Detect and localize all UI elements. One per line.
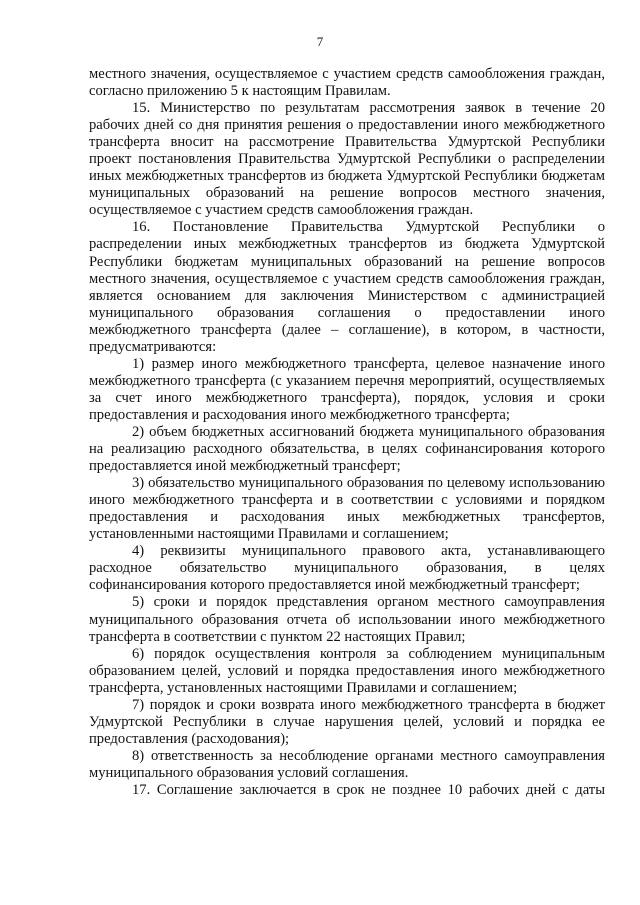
list-item-6: 6) порядок осуществления контроля за соблюдением муниципальным образованием целей, условий и порядка предоставления иного межбюджетного трансферта, установленных настоящими Правилами и соглашением; <box>89 645 605 696</box>
list-item-3: 3) обязательство муниципального образования по целевому использованию иного межбюджетного трансферта и в соответствии с условиями и порядком предоставления и расходования иных межбюджетных трансфертов, установленными настоящими Правилами и соглашением; <box>89 475 605 543</box>
page-number: 7 <box>316 34 324 49</box>
paragraph-16: 16. Постановление Правительства Удмуртской Республики о распределении иных межбюджетных трансфертов из бюджета Удмуртской Республики бюджетам муниципальных образований на решение вопросов местного значения, осуществляемое с участием средств самообложения граждан, является основанием для заключения Министерством с администрацией муниципального образования соглашения о предоставлении иного межбюджетного трансферта (далее – соглашение), в котором, в частности, предусматриваются: <box>89 219 605 355</box>
list-item-2: 2) объем бюджетных ассигнований бюджета муниципального образования на реализацию расходного обязательства, в целях софинансирования которого предоставляется иной межбюджетный трансферт; <box>89 423 605 475</box>
document-body <box>89 66 605 799</box>
list-item-1: 1) размер иного межбюджетного трансферта, целевое назначение иного межбюджетного трансферта (с указанием перечня мероприятий, осуществляемых за счет иного межбюджетного трансферта), порядок, условия и сроки предоставления и расходования иного межбюджетного трансферта; <box>89 355 605 423</box>
paragraph-17: 17. Соглашение заключается в срок не позднее 10 рабочих дней с даты <box>132 781 605 798</box>
list-item-8: 8) ответственность за несоблюдение органами местного самоуправления муниципального образования условий соглашения. <box>89 747 605 781</box>
paragraph-continuation: местного значения, осуществляемое с участием средств самообложения граждан, согласно приложению 5 к настоящим Правилам. <box>89 66 605 100</box>
paragraph-15: 15. Министерство по результатам рассмотрения заявок в течение 20 рабочих дней со дня принятия решения о предоставлении иного межбюджетного трансферта вносит на рассмотрение Правительства Удмуртской Республики проект постановления Правительства Удмуртской Республики о распределении иных межбюджетных трансфертов из бюджета Удмуртской Республики бюджетам муниципальных образований на решение вопросов местного значения, осуществляемое с участием средств самообложения граждан. <box>89 100 605 219</box>
list-item-7: 7) порядок и сроки возврата иного межбюджетного трансферта в бюджет Удмуртской Республики в случае нарушения целей, условий и порядка ее предоставления (расходования); <box>89 696 605 747</box>
list-item-4: 4) реквизиты муниципального правового акта, устанавливающего расходное обязательство муниципального образования, в целях софинансирования которого предоставляется иной межбюджетный трансферт; <box>89 543 605 594</box>
list-item-5: 5) сроки и порядок представления органом местного самоуправления муниципального образования отчета об использовании иного межбюджетного трансферта в соответствии с пунктом 22 настоящих Правил; <box>89 594 605 645</box>
